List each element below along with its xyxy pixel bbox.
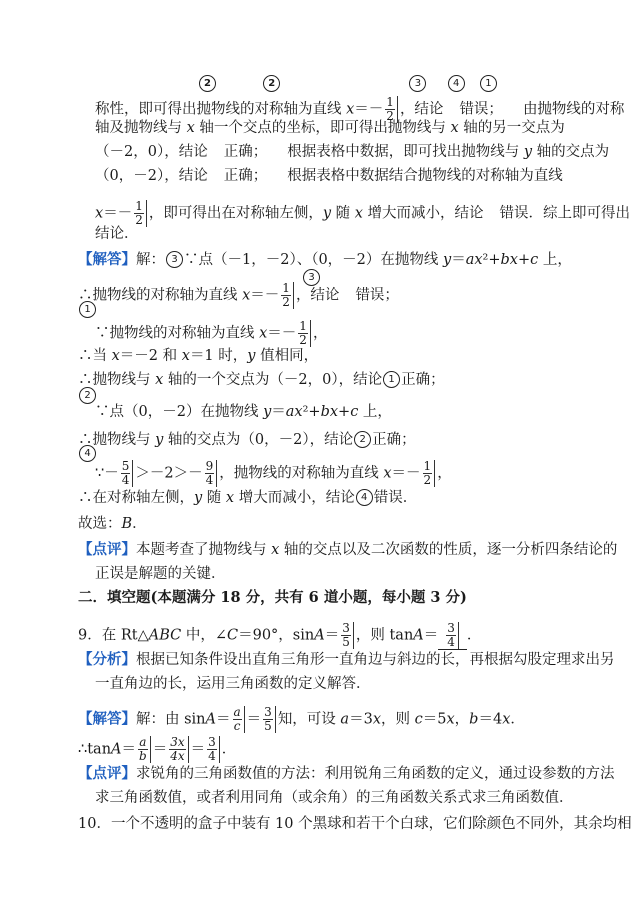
section-heading: 二．填空题(本题满分 18 分，共有 6 道小题，每小题 3 分) [78,589,467,606]
fraction: $\frac{3}{4}$ [207,736,220,763]
text-line: ∴在对称轴左侧，y 随 x 增大而减小，结论 4 错误． [78,490,418,506]
question-10: 10．一个不透明的盒子中装有 10 个黑球和若干个白球，它们除颜色不同外，其余均相 [78,816,632,832]
circled-3: 3 [302,268,321,288]
fraction: $\frac{3}{5}$ [341,622,354,649]
question-9: 9．在 Rt△ABC 中，∠C＝90°，sinA＝ $\frac{3}{5}$ ，则 tanA＝ $\frac{3}{4}$ ． [78,621,482,649]
fraction: $\frac{1}{2}$ [423,460,436,487]
circled-2: 2 [263,75,280,92]
text-line: 称性，即可得出抛物线的对称轴为直线 x＝－ $\frac{1}{2}$ ，结论 错误； 由抛物线的对称 [95,95,625,123]
circled-4: 4 [448,75,465,92]
circled-3: 3 [166,251,183,268]
circled-2: 2 [354,431,371,448]
text-line: 正误是解题的关键． [95,566,226,582]
text-line: x＝－ $\frac{1}{2}$ ，即可得出在对称轴左侧，y 随 x 增大而减小，结论 错误．综上即可得出 [95,199,631,227]
circled-3: 3 [409,75,426,92]
analysis-line: 【分析】根据已知条件设出直角三角形一直角边与斜边的长，再根据勾股定理求出另 [78,651,615,668]
text-line: ∴tanA＝ $\frac{a}{b}$ ＝ $\frac{3x}{4x}$ ＝ $\frac{3}{4}$ ． [78,735,237,763]
comment-line: 【点评】求锐角的三角函数值的方法：利用锐角三角函数的定义，通过设参数的方法 [78,765,615,782]
circled-4: 4 [356,489,373,506]
circled-1: 1 [383,371,400,388]
text-line: ∵－ $\frac{5}{4}$ ＞－2＞－ $\frac{9}{4}$ ，抛物线的对称轴为直线 x＝－ $\frac{1}{2}$ ， [95,459,452,487]
answer-label: 【解答】 [78,251,136,268]
comment-label: 【点评】 [78,541,136,558]
answer-blank: $\frac{3}{4}$ [438,622,467,650]
text-line: ∴当 x＝－2 和 x＝1 时，y 值相同， [78,348,319,364]
circled-2: 2 [78,386,97,406]
fraction: $\frac{1}{2}$ [281,282,294,309]
fraction: $\frac{3x}{4x}$ [169,736,188,763]
text-line: ∵抛物线的对称轴为直线 x＝－ $\frac{1}{2}$ ， [95,319,328,347]
comment-label: 【点评】 [78,765,136,782]
fraction: $\frac{a}{c}$ [233,706,245,733]
answer-line: 【解答】解：由 sinA＝ $\frac{a}{c}$ ＝ $\frac{3}{5}$ 知，可设 a＝3x，则 c＝5x，b＝4x． [78,705,525,733]
fraction: $\frac{1}{2}$ [298,320,311,347]
fraction: $\frac{9}{4}$ [205,460,218,487]
fraction: $\frac{a}{b}$ [138,736,151,763]
text-line: ∴抛物线的对称轴为直线 x＝－ $\frac{1}{2}$ ，结论 错误； [78,281,399,309]
fraction: $\frac{1}{2}$ [134,200,147,227]
circled-numbers-row [198,74,498,94]
fraction: $\frac{5}{4}$ [121,460,134,487]
answer-label: 【解答】 [78,710,136,728]
text-line: （－2，0），结论 正确； 根据表格中数据，即可找出抛物线与 y 轴的交点为 [95,144,610,160]
text-line: ∴抛物线与 x 轴的一个交点为（－2，0），结论 1 正确； [78,372,445,388]
text-line: 轴及抛物线与 x 轴一个交点的坐标，即可得出抛物线与 x 轴的另一交点为 [95,120,565,136]
answer-header-line: 【解答】解： 3 ∵点（－1，－2）、（0，－2）在抛物线 y＝ax²+bx+c 上， [78,251,572,268]
text-line: 结论． [95,226,139,242]
circled-1: 1 [480,75,497,92]
text-line: （0，－2），结论 正确； 根据表格中数据结合抛物线的对称轴为直线 [95,168,563,184]
text-line: 故选：B． [78,516,147,532]
text-line: 求三角函数值，或者利用同角（或余角）的三角函数关系式求三角函数值． [95,790,574,806]
circled-1: 1 [78,300,97,320]
text-line: ∴抛物线与 y 轴的交点为（0，－2），结论 2 正确； [78,432,416,448]
circled-4: 4 [78,444,97,464]
fraction: $\frac{1}{2}$ [385,96,398,123]
text-line: ∵点（0，－2）在抛物线 y＝ax²+bx+c 上， [95,404,392,420]
comment-line: 【点评】本题考查了抛物线与 x 轴的交点以及二次函数的性质，逐一分析四条结论的 [78,541,618,558]
text-line: 一直角边的长，运用三角函数的定义解答． [95,676,371,692]
analysis-label: 【分析】 [78,651,136,668]
fraction: $\frac{3}{5}$ [263,706,276,733]
circled-2: 2 [199,75,216,92]
